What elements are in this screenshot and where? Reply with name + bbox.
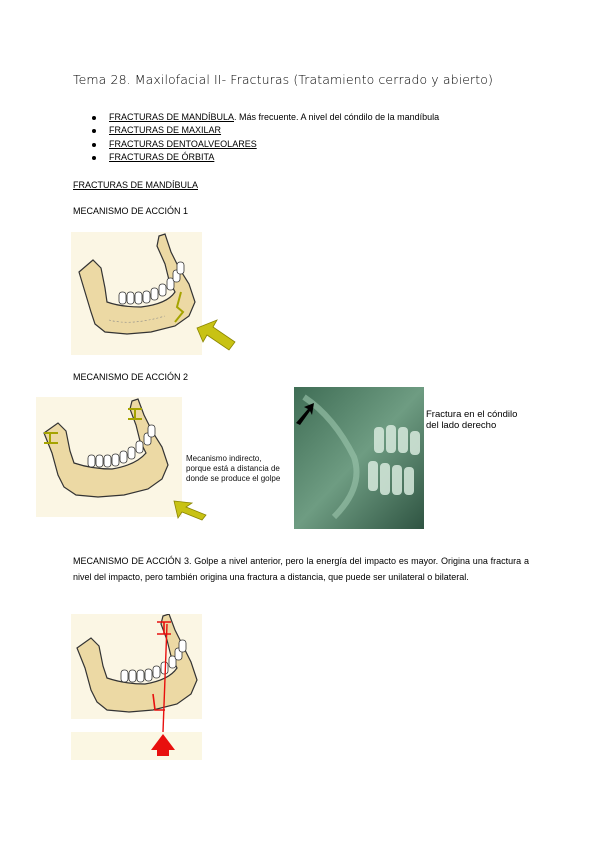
page-title: Tema 28. Maxilofacial II- Fracturas (Tratamiento cerrado y abierto) [73,72,493,87]
list-item-text: . Más frecuente. A nivel del cóndilo de la mandíbula [234,112,440,122]
mandible-illustration-3 [71,614,205,764]
mechanism-3-heading: MECANISMO DE ACCIÓN 3. [73,556,192,566]
topic-link[interactable]: FRACTURAS DE MANDÍBULA [109,112,235,122]
list-item [92,151,439,164]
note-line: porque está a distancia de [186,464,280,473]
mechanism-2-note [186,454,280,484]
mechanism-3-paragraph [73,553,529,585]
xray-caption [426,409,517,431]
list-item [92,111,439,124]
mechanism-1-heading: MECANISMO DE ACCIÓN 1 [73,206,189,216]
mechanism-2-heading: MECANISMO DE ACCIÓN 2 [73,372,189,382]
topic-link[interactable]: FRACTURAS DENTOALVEOLARES [109,138,257,149]
note-line: Mecanismo indirecto, [186,454,262,463]
mechanism-3-text: Golpe a nivel anterior, pero la energía del impacto es mayor. Origina una fractura a nivel del impacto, pero también origina una fractura a distancia, que puede ser unilateral o bilateral. [73,556,529,582]
note-line: donde se produce el golpe [186,474,281,483]
list-item [92,138,439,151]
topic-list [92,111,439,164]
list-item [92,124,439,137]
section-heading: FRACTURAS DE MANDÍBULA [73,180,199,190]
mandible-illustration-1 [71,232,241,357]
xray-image [294,387,424,529]
topic-link[interactable]: FRACTURAS DE ÓRBITA [109,151,215,162]
topic-link[interactable]: FRACTURAS DE MAXILAR [109,125,222,136]
caption-line: del lado derecho [426,420,497,431]
caption-line: Fractura en el cóndilo [426,409,518,420]
